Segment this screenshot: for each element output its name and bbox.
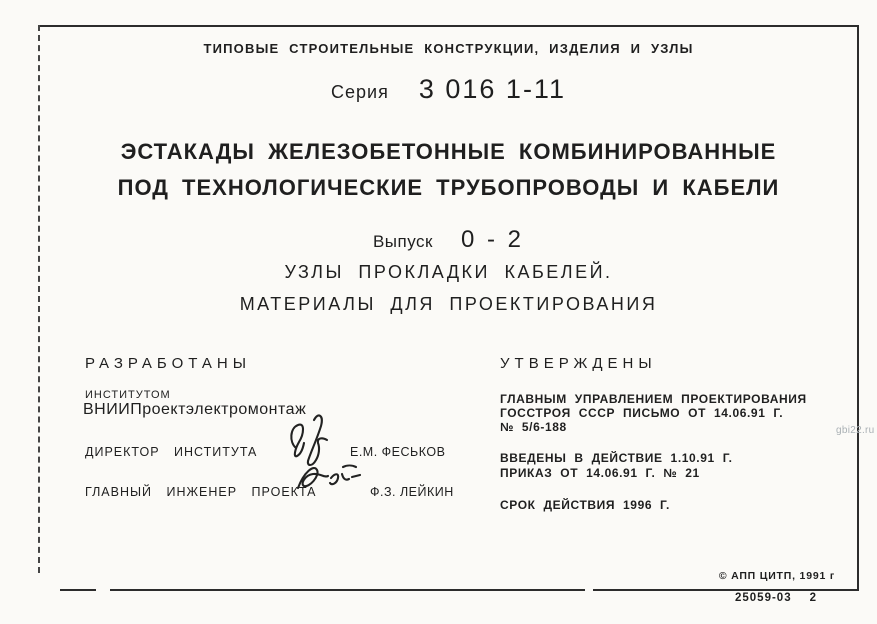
order-line: ПРИКАЗ ОТ 14.06.91 Г. № 21 [500, 466, 700, 480]
copyright-notice: © АПП ЦИТП, 1991 г [718, 570, 835, 582]
institute-label: ИНСТИТУТОМ [85, 389, 171, 401]
subtitle-line-1: УЗЛЫ ПРОКЛАДКИ КАБЕЛЕЙ. [284, 262, 613, 282]
effective-date-line: ВВЕДЕНЫ В ДЕЙСТВИЕ 1.10.91 Г. [500, 451, 733, 465]
chief-engineer-name: Ф.З. ЛЕЙКИН [370, 485, 454, 499]
series-number: 3 016 1-11 [418, 74, 566, 104]
frame-border-top [38, 25, 859, 27]
developed-heading: РАЗРАБОТАНЫ [85, 355, 252, 372]
frame-border-bottom-segment [593, 589, 859, 591]
series-label: Серия [331, 82, 389, 102]
document-category-header: ТИПОВЫЕ СТРОИТЕЛЬНЫЕ КОНСТРУКЦИИ, ИЗДЕЛИЯ И УЗЛЫ [203, 41, 694, 56]
institute-name: ВНИИПроектэлектромонтаж [83, 401, 307, 418]
director-name: Е.М. ФЕСЬКОВ [350, 445, 446, 459]
chief-engineer-signature [294, 460, 362, 498]
footer-code-row [735, 592, 817, 604]
sheet-number: 2 [809, 592, 818, 604]
chief-engineer-role-label: ГЛАВНЫЙ ИНЖЕНЕР ПРОЕКТА [85, 485, 317, 499]
approved-letter-number: № 5/6-188 [500, 420, 567, 434]
main-title-line-2: ПОД ТЕХНОЛОГИЧЕСКИЕ ТРУБОПРОВОДЫ И КАБЕЛИ [117, 175, 780, 200]
director-role-label: ДИРЕКТОР ИНСТИТУТА [85, 445, 258, 459]
document-code: 25059-03 [735, 592, 792, 604]
subtitle-line-2: МАТЕРИАЛЫ ДЛЯ ПРОЕКТИРОВАНИЯ [239, 294, 658, 314]
approved-heading: УТВЕРЖДЕНЫ [500, 355, 657, 372]
validity-period-line: СРОК ДЕЙСТВИЯ 1996 Г. [500, 498, 670, 512]
main-title-line-1: ЭСТАКАДЫ ЖЕЛЕЗОБЕТОННЫЕ КОМБИНИРОВАННЫЕ [120, 139, 777, 164]
frame-border-bottom-segment [110, 589, 585, 591]
series-row [38, 74, 859, 105]
approved-authority-line-1: ГЛАВНЫМ УПРАВЛЕНИЕМ ПРОЕКТИРОВАНИЯ [500, 392, 807, 406]
site-watermark: gbi22.ru [836, 425, 875, 436]
approved-authority-line-2: ГОССТРОЯ СССР ПИСЬМО ОТ 14.06.91 Г. [500, 406, 784, 420]
issue-number: 0 - 2 [460, 226, 525, 253]
frame-border-bottom-segment [60, 589, 96, 591]
issue-label: Выпуск [372, 232, 433, 251]
issue-row [38, 226, 859, 254]
